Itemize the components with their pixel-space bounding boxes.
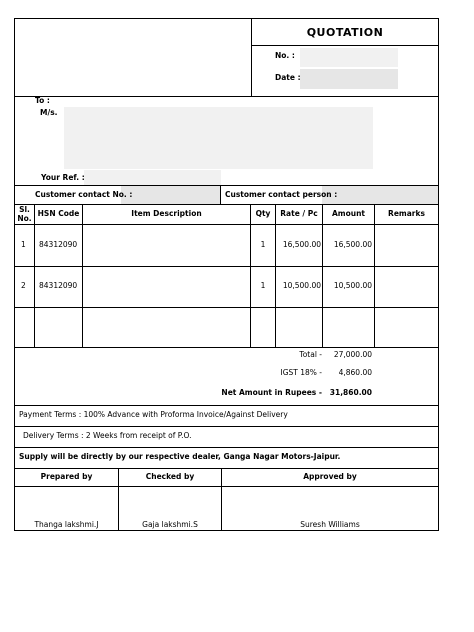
payment-bottom-line xyxy=(14,426,439,427)
col-line-4 xyxy=(275,204,276,347)
row-rate: 10,500.00 xyxy=(282,281,321,290)
row-slno: 2 xyxy=(21,281,26,290)
header-bottom-line xyxy=(14,96,439,97)
customer-contact-no-field[interactable] xyxy=(121,186,220,204)
customer-contact-person-label: Customer contact person : xyxy=(225,190,338,199)
total-value: 27,000.00 xyxy=(333,350,372,359)
row2-line xyxy=(14,307,439,308)
payment-terms: Payment Terms : 100% Advance with Proforma Invoice/Against Delivery xyxy=(19,410,288,419)
header-slno-line2: No. xyxy=(17,214,32,223)
row-hsn-code: 84312090 xyxy=(39,281,78,290)
to-label: To : xyxy=(35,96,50,105)
row1-line xyxy=(14,266,439,267)
delivery-terms: Delivery Terms : 2 Weeks from receipt of P.O. xyxy=(23,431,192,440)
table-header-line xyxy=(14,224,439,225)
ms-label: M/s. xyxy=(40,108,58,117)
row-amount: 10,500.00 xyxy=(333,281,372,290)
row-rate: 16,500.00 xyxy=(282,240,321,249)
approved-by-label: Approved by xyxy=(303,472,357,481)
quotation-no-field[interactable] xyxy=(300,48,398,67)
your-ref-field[interactable] xyxy=(84,170,221,185)
terms-top-line xyxy=(14,405,439,406)
your-ref-label: Your Ref. : xyxy=(41,173,85,182)
border-left xyxy=(14,18,15,531)
header-rate: Rate / Pc xyxy=(280,209,318,218)
contact-divider xyxy=(220,185,221,204)
prepared-by-label: Prepared by xyxy=(40,472,93,481)
customer-contact-person-field[interactable] xyxy=(322,186,438,204)
checked-by-name: Gaja lakshmi.S xyxy=(142,520,198,529)
header-qty: Qty xyxy=(255,209,271,218)
col-line-1 xyxy=(34,204,35,347)
delivery-bottom-line xyxy=(14,447,439,448)
approved-by-name: Suresh Williams xyxy=(300,520,360,529)
quotation-date-label: Date : xyxy=(275,73,301,82)
total-label: Total - xyxy=(299,350,322,359)
header-hsn-code: HSN Code xyxy=(37,209,80,218)
net-amount-value: 31,860.00 xyxy=(329,388,372,397)
header-amount: Amount xyxy=(331,209,366,218)
supply-bottom-line xyxy=(14,468,439,469)
supply-note: Supply will be directly by our respective dealer, Ganga Nagar Motors-Jaipur. xyxy=(19,452,341,461)
customer-address-field[interactable] xyxy=(64,107,373,169)
prepared-by-name: Thanga lakshmi.J xyxy=(34,520,99,529)
col-line-5 xyxy=(322,204,323,347)
border-top xyxy=(14,18,439,19)
row-hsn-code: 84312090 xyxy=(39,240,78,249)
quotation-no-label: No. : xyxy=(275,51,295,60)
border-bottom xyxy=(14,530,439,531)
col-line-3 xyxy=(250,204,251,347)
row-qty: 1 xyxy=(260,281,266,290)
border-right xyxy=(438,18,439,531)
checked-by-label: Checked by xyxy=(145,472,195,481)
col-line-6 xyxy=(374,204,375,347)
igst-value: 4,860.00 xyxy=(338,368,372,377)
customer-contact-no-label: Customer contact No. : xyxy=(35,190,133,199)
header-remarks: Remarks xyxy=(388,209,425,218)
col-line-2 xyxy=(82,204,83,347)
row-slno: 1 xyxy=(21,240,26,249)
table-top-line xyxy=(14,204,439,205)
signature-header-line xyxy=(14,486,439,487)
net-amount-label: Net Amount in Rupees - xyxy=(221,388,322,397)
row-qty: 1 xyxy=(260,240,266,249)
table-bottom-line xyxy=(14,347,439,348)
quotation-title: QUOTATION xyxy=(306,26,384,39)
title-underline xyxy=(251,45,439,46)
igst-label: IGST 18% - xyxy=(280,368,322,377)
row-amount: 16,500.00 xyxy=(333,240,372,249)
header-item-description: Item Description xyxy=(131,209,202,218)
quotation-date-field[interactable] xyxy=(300,69,398,89)
header-slno-line1: Sl. xyxy=(19,205,30,214)
